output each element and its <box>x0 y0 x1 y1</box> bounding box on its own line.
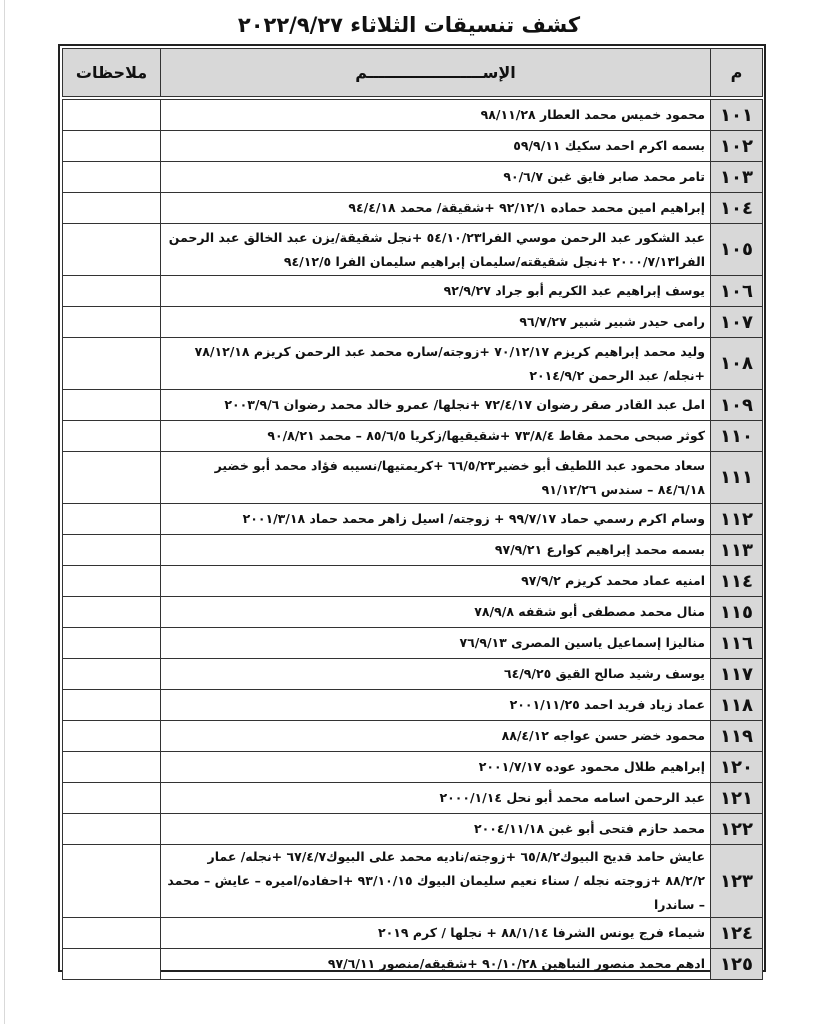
page-title: كشف تنسيقات الثلاثاء ٢٠٢٢/٩/٢٧ <box>237 13 581 37</box>
row-number: ١٠١ <box>711 100 763 131</box>
row-notes <box>63 690 161 721</box>
row-name: شيماء فرج يونس الشرفا ٨٨/١/١٤ + نجلها / كرم ٢٠١٩ <box>161 918 711 949</box>
row-notes <box>63 338 161 390</box>
row-number: ١٢١ <box>711 783 763 814</box>
row-name: يوسف رشيد صالح القيق ٦٤/٩/٢٥ <box>161 659 711 690</box>
roster-table <box>62 48 763 980</box>
table-row <box>63 307 763 338</box>
row-notes <box>63 628 161 659</box>
row-name: عماد زياد فريد احمد ٢٠٠١/١١/٢٥ <box>161 690 711 721</box>
row-number: ١١٩ <box>711 721 763 752</box>
row-notes <box>63 131 161 162</box>
header-number: م <box>711 49 763 97</box>
row-number: ١٢٤ <box>711 918 763 949</box>
table-row <box>63 628 763 659</box>
table-row <box>63 783 763 814</box>
table-row <box>63 845 763 918</box>
row-name: مناليزا إسماعيل ياسين المصرى ٧٦/٩/١٣ <box>161 628 711 659</box>
row-name: امل عبد القادر صقر رضوان ٧٢/٤/١٧ +نجلها/ عمرو خالد محمد رضوان ٢٠٠٣/٩/٦ <box>161 390 711 421</box>
table-row <box>63 452 763 504</box>
table-row <box>63 690 763 721</box>
table-row <box>63 504 763 535</box>
page-edge <box>4 0 5 1024</box>
row-name: يوسف إبراهيم عبد الكريم أبو جراد ٩٢/٩/٢٧ <box>161 276 711 307</box>
row-name: عبد الرحمن اسامه محمد أبو نحل ٢٠٠٠/١/١٤ <box>161 783 711 814</box>
row-number: ١٢٢ <box>711 814 763 845</box>
row-number: ١١٢ <box>711 504 763 535</box>
row-name: وليد محمد إبراهيم كريزم ٧٠/١٢/١٧ +زوجته/ساره محمد عبد الرحمن كريزم ٧٨/١٢/١٨ +نجله/ عبد الرحمن ٢٠١٤/٩/٢ <box>161 338 711 390</box>
row-name: وسام اكرم رسمي حماد ٩٩/٧/١٧ + زوجته/ اسيل زاهر محمد حماد ٢٠٠١/٣/١٨ <box>161 504 711 535</box>
table-row <box>63 659 763 690</box>
row-number: ١٠٣ <box>711 162 763 193</box>
row-notes <box>63 918 161 949</box>
row-number: ١٢٥ <box>711 949 763 980</box>
row-name: سعاد محمود عبد اللطيف أبو خضير٦٦/٥/٢٣ +كريمتيها/نسيبه فؤاد محمد أبو خضير ٨٤/٦/١٨ – سندس ٩١/١٢/٢٦ <box>161 452 711 504</box>
header-name: الإســـــــــــــــــــــم <box>161 49 711 97</box>
table-row <box>63 721 763 752</box>
row-notes <box>63 752 161 783</box>
header-notes: ملاحظات <box>63 49 161 97</box>
row-notes <box>63 162 161 193</box>
table-row <box>63 131 763 162</box>
row-name: محمود خضر حسن عواجه ٨٨/٤/١٢ <box>161 721 711 752</box>
row-notes <box>63 814 161 845</box>
row-name: إبراهيم طلال محمود عوده ٢٠٠١/٧/١٧ <box>161 752 711 783</box>
row-number: ١١٧ <box>711 659 763 690</box>
row-notes <box>63 100 161 131</box>
row-number: ١١٨ <box>711 690 763 721</box>
table-row <box>63 390 763 421</box>
table-row <box>63 814 763 845</box>
row-name: عايش حامد قديح البيوك٦٥/٨/٢ +زوجته/ناديه محمد على البيوك٦٧/٤/٧ +نجله/ عمار ٨٨/٢/٢ +زوجته نجله / سناء نعيم سليمان البيوك ٩٣/١٠/١٥ +احفاده/اميره – عايش – محمد – ساندرا <box>161 845 711 918</box>
row-notes <box>63 721 161 752</box>
row-number: ١٠٦ <box>711 276 763 307</box>
row-notes <box>63 307 161 338</box>
row-notes <box>63 597 161 628</box>
row-notes <box>63 452 161 504</box>
row-number: ١٠٨ <box>711 338 763 390</box>
table-body <box>63 100 763 980</box>
row-number: ١٢٣ <box>711 845 763 918</box>
table-row <box>63 193 763 224</box>
roster-sheet <box>58 44 766 975</box>
table-row <box>63 162 763 193</box>
row-number: ١١٦ <box>711 628 763 659</box>
row-name: منال محمد مصطفى أبو شقفه ٧٨/٩/٨ <box>161 597 711 628</box>
table-row <box>63 421 763 452</box>
row-notes <box>63 224 161 276</box>
row-notes <box>63 276 161 307</box>
row-number: ١١١ <box>711 452 763 504</box>
row-notes <box>63 193 161 224</box>
table-row <box>63 338 763 390</box>
row-number: ١٠٢ <box>711 131 763 162</box>
table-row <box>63 752 763 783</box>
row-notes <box>63 783 161 814</box>
row-notes <box>63 421 161 452</box>
row-name: محمد حازم فتحى أبو غبن ٢٠٠٤/١١/١٨ <box>161 814 711 845</box>
row-number: ١٢٠ <box>711 752 763 783</box>
row-name: رامى حيدر شبير شبير ٩٦/٧/٢٧ <box>161 307 711 338</box>
table-row <box>63 100 763 131</box>
row-name: بسمه اكرم احمد سكيك ٥٩/٩/١١ <box>161 131 711 162</box>
row-number: ١٠٩ <box>711 390 763 421</box>
row-number: ١١٣ <box>711 535 763 566</box>
table-row <box>63 535 763 566</box>
row-number: ١٠٤ <box>711 193 763 224</box>
row-number: ١١٤ <box>711 566 763 597</box>
header-row <box>63 49 763 97</box>
row-notes <box>63 535 161 566</box>
row-notes <box>63 566 161 597</box>
row-name: تامر محمد صابر فايق غبن ٩٠/٦/٧ <box>161 162 711 193</box>
row-number: ١٠٥ <box>711 224 763 276</box>
row-name: كوثر صبحى محمد مقاط ٧٣/٨/٤ +شقيقيها/زكريا ٨٥/٦/٥ – محمد ٩٠/٨/٢١ <box>161 421 711 452</box>
row-notes <box>63 845 161 918</box>
row-name: ادهم محمد منصور النباهين ٩٠/١٠/٢٨ +شقيقه/منصور ٩٧/٦/١١ <box>161 949 711 980</box>
table-row <box>63 597 763 628</box>
row-number: ١١٠ <box>711 421 763 452</box>
row-notes <box>63 949 161 980</box>
table-row <box>63 918 763 949</box>
row-notes <box>63 659 161 690</box>
row-number: ١١٥ <box>711 597 763 628</box>
row-name: عبد الشكور عبد الرحمن موسي الفرا٥٤/١٠/٢٣ +نجل شقيقة/يزن عبد الخالق عبد الرحمن الفرا٢٠٠٠/٧/١٣ +نجل شقيقته/سليمان إبراهيم سليمان الفرا ٩٤/١٢/٥ <box>161 224 711 276</box>
table-row <box>63 949 763 980</box>
row-notes <box>63 390 161 421</box>
row-name: بسمه محمد إبراهيم كوارع ٩٧/٩/٢١ <box>161 535 711 566</box>
table-row <box>63 276 763 307</box>
row-name: امنيه عماد محمد كريزم ٩٧/٩/٢ <box>161 566 711 597</box>
row-name: إبراهيم امين محمد حماده ٩٢/١٢/١ +شقيقة/ محمد ٩٤/٤/١٨ <box>161 193 711 224</box>
row-name: محمود خميس محمد العطار ٩٨/١١/٢٨ <box>161 100 711 131</box>
table-row <box>63 566 763 597</box>
row-number: ١٠٧ <box>711 307 763 338</box>
table-row <box>63 224 763 276</box>
row-notes <box>63 504 161 535</box>
